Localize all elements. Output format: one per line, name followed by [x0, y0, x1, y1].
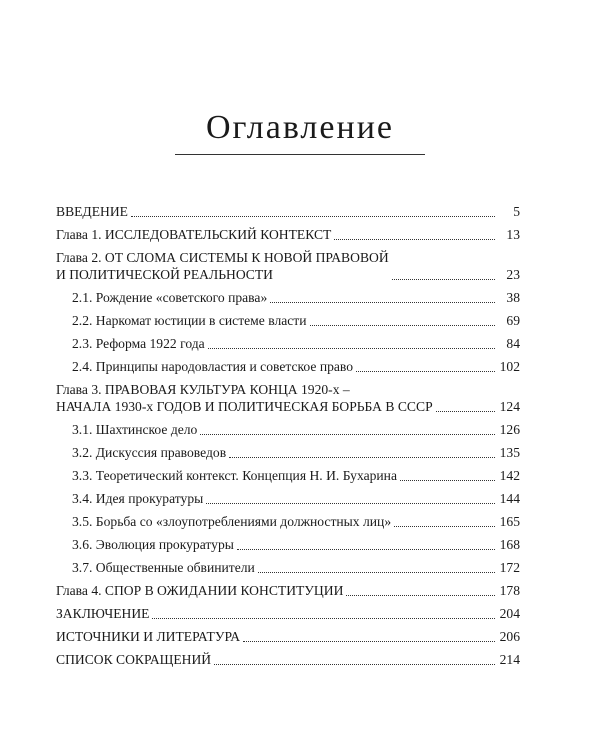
dot-leader [436, 405, 495, 412]
toc-entry-title: 3.5. Борьба со «злоупотреблениями должностных лиц» [72, 514, 392, 529]
toc-entry-title: 3.3. Теоретический контекст. Концепция Н. И. Бухарина [72, 468, 397, 483]
toc-entry-title: ЗАКЛЮЧЕНИЕ [56, 606, 150, 621]
toc-page-number: 214 [499, 652, 520, 667]
toc-entry-title-line-2: И ПОЛИТИЧЕСКОЙ РЕАЛЬНОСТИ [56, 267, 273, 282]
toc-page-number: 23 [506, 267, 520, 282]
toc-entry-section-3-1[interactable] [72, 421, 520, 438]
toc-entry-title: 3.1. Шахтинское дело [72, 422, 198, 437]
dot-leader [400, 474, 495, 481]
toc-entry-conclusion[interactable] [56, 605, 520, 622]
toc-page-number: 69 [506, 313, 520, 328]
toc-entry-title: 2.3. Реформа 1922 года [72, 336, 205, 351]
dot-leader [200, 428, 495, 435]
toc-entry-section-2-1[interactable] [72, 289, 520, 306]
toc-page-number: 142 [499, 468, 520, 483]
toc-page-number: 172 [499, 560, 520, 575]
toc-entry-section-3-7[interactable] [72, 559, 520, 576]
dot-leader [208, 342, 495, 349]
dot-leader [131, 210, 495, 217]
toc-entry-title: Глава 4. СПОР В ОЖИДАНИИ КОНСТИТУЦИИ [56, 583, 344, 598]
toc-entry-title: ИСТОЧНИКИ И ЛИТЕРАТУРА [56, 629, 241, 644]
toc-entry-chapter-3[interactable] [56, 381, 520, 415]
toc-page-number: 5 [513, 204, 520, 219]
dot-leader [356, 365, 495, 372]
toc-entry-title-line-2: НАЧАЛА 1930-х ГОДОВ И ПОЛИТИЧЕСКАЯ БОРЬБА В СССР [56, 399, 433, 414]
toc-entry-section-3-6[interactable] [72, 536, 520, 553]
toc-page-number: 84 [506, 336, 520, 351]
toc-page-number: 178 [499, 583, 520, 598]
dot-leader [243, 635, 495, 642]
toc-page-number: 38 [506, 290, 520, 305]
dot-leader [334, 233, 495, 240]
toc-entry-chapter-2[interactable] [56, 249, 520, 283]
toc-page-number: 165 [499, 514, 520, 529]
dot-leader [394, 520, 495, 527]
toc-page-number: 168 [499, 537, 520, 552]
toc-entry-title-line-1: Глава 2. ОТ СЛОМА СИСТЕМЫ К НОВОЙ ПРАВОВОЙ [56, 250, 389, 265]
toc-page-number: 13 [506, 227, 520, 242]
toc-entry-title: 3.7. Общественные обвинители [72, 560, 255, 575]
dot-leader [214, 658, 495, 665]
toc-entry-sources[interactable] [56, 628, 520, 645]
toc-entry-title [56, 381, 433, 415]
toc-entry-section-2-4[interactable] [72, 358, 520, 375]
dot-leader [258, 566, 495, 573]
toc-entry-title: СПИСОК СОКРАЩЕНИЙ [56, 652, 212, 667]
toc-page-number: 204 [499, 606, 520, 621]
page-title: Оглавление [206, 109, 394, 146]
dot-leader [237, 543, 495, 550]
toc-page-number: 206 [499, 629, 520, 644]
dot-leader [346, 589, 495, 596]
toc-page-number: 124 [499, 399, 520, 414]
dot-leader [270, 296, 495, 303]
toc-entry-section-3-2[interactable] [72, 444, 520, 461]
title-underline [175, 154, 425, 155]
toc-entry-title: 2.4. Принципы народовластия и советское право [72, 359, 354, 374]
toc-entry-title: 3.4. Идея прокуратуры [72, 491, 204, 506]
dot-leader [229, 451, 495, 458]
toc-entry-section-2-2[interactable] [72, 312, 520, 329]
toc-entry-chapter-1[interactable] [56, 226, 520, 243]
toc-page-number: 144 [499, 491, 520, 506]
toc-entry-chapter-4[interactable] [56, 582, 520, 599]
dot-leader [152, 612, 495, 619]
toc-entry-introduction[interactable] [56, 203, 520, 220]
toc-entry-title: 2.1. Рождение «советского права» [72, 290, 268, 305]
toc-entry-title [56, 249, 389, 283]
toc-entry-section-3-5[interactable] [72, 513, 520, 530]
dot-leader [392, 273, 495, 280]
toc-entry-abbreviations[interactable] [56, 651, 520, 668]
toc-entry-section-2-3[interactable] [72, 335, 520, 352]
toc-entry-title: 3.2. Дискуссия правоведов [72, 445, 227, 460]
toc-entry-section-3-3[interactable] [72, 467, 520, 484]
toc-page-number: 126 [499, 422, 520, 437]
toc-page-number: 135 [499, 445, 520, 460]
toc-entry-section-3-4[interactable] [72, 490, 520, 507]
toc-entry-title: Глава 1. ИССЛЕДОВАТЕЛЬСКИЙ КОНТЕКСТ [56, 227, 332, 242]
toc-page-number: 102 [499, 359, 520, 374]
dot-leader [310, 319, 495, 326]
toc-entry-title-line-1: Глава 3. ПРАВОВАЯ КУЛЬТУРА КОНЦА 1920-х – [56, 382, 350, 397]
table-of-contents [56, 203, 520, 674]
dot-leader [206, 497, 495, 504]
toc-entry-title: ВВЕДЕНИЕ [56, 204, 128, 219]
toc-entry-title: 3.6. Эволюция прокуратуры [72, 537, 234, 552]
toc-entry-title: 2.2. Наркомат юстиции в системе власти [72, 313, 307, 328]
